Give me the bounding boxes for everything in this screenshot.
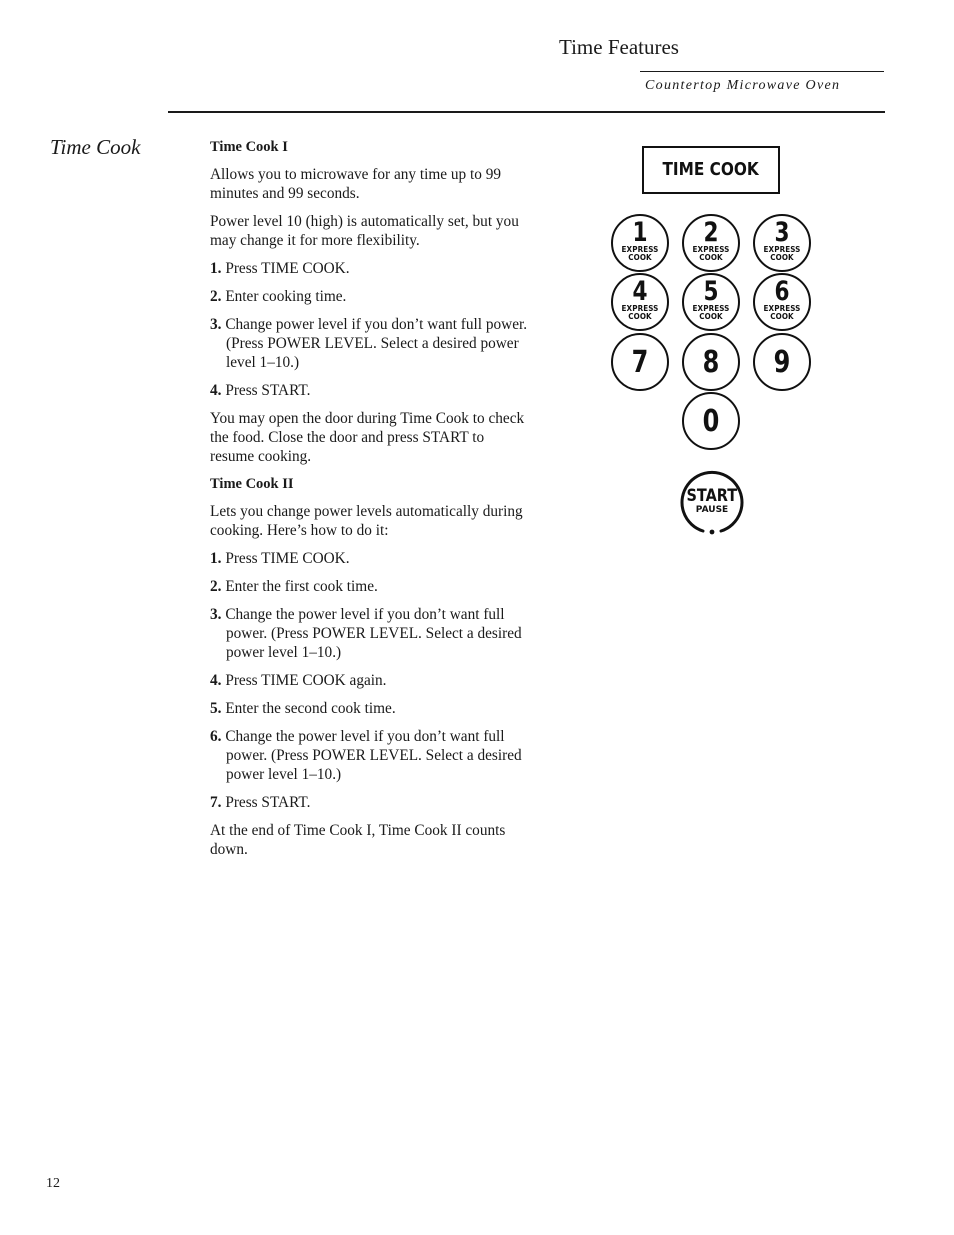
step-text: Enter the second cook time.: [225, 700, 396, 717]
key-label-cook: COOK: [628, 312, 652, 321]
step-text: Change power level if you don’t want full power. (Press POWER LEVEL. Select a desired power level 1–10.): [225, 316, 528, 371]
key-label-express: EXPRESS: [692, 245, 730, 254]
time-cook-key: [642, 146, 780, 194]
step-number: 6.: [210, 728, 222, 745]
key-8: [682, 333, 740, 391]
step-item: [210, 793, 530, 812]
step-item: [210, 727, 530, 784]
page-title: Time Features: [559, 35, 679, 59]
key-number: 5: [703, 276, 719, 307]
paragraph: You may open the door during Time Cook to check the food. Close the door and press START to resume cooking.: [210, 410, 525, 465]
key-number: 1: [632, 217, 648, 248]
step-text: Press START.: [225, 794, 311, 811]
step-number: 4.: [210, 382, 222, 399]
key-0: [682, 392, 740, 450]
page-subtitle: Countertop Microwave Oven: [645, 78, 841, 93]
key-label-cook: COOK: [770, 253, 794, 262]
step-item: [210, 259, 530, 278]
key-number: 2: [703, 217, 719, 248]
step-text: Enter cooking time.: [225, 288, 347, 305]
key-2: [682, 214, 740, 272]
key-9: [753, 333, 811, 391]
key-3: [753, 214, 811, 272]
key-5: [682, 273, 740, 331]
key-label-express: EXPRESS: [692, 304, 730, 313]
key-number: 0: [702, 404, 720, 439]
key-number: 7: [631, 345, 649, 380]
step-text: Press START.: [225, 382, 311, 399]
paragraph: Power level 10 (high) is automatically set, but you may change it for more flexibility.: [210, 213, 519, 249]
header-rule: [640, 71, 884, 72]
start-pause-key: [679, 469, 745, 535]
paragraph: At the end of Time Cook I, Time Cook II counts down.: [210, 822, 506, 858]
key-number: 3: [774, 217, 790, 248]
step-text: Change the power level if you don’t want full power. (Press POWER LEVEL. Select a desired power level 1–10.): [225, 728, 522, 783]
step-text: Enter the first cook time.: [225, 578, 378, 595]
step-number: 3.: [210, 606, 222, 623]
key-label-cook: COOK: [699, 312, 723, 321]
step-item: [210, 287, 530, 306]
step-item: [210, 699, 530, 718]
paragraph: Allows you to microwave for any time up to 99 minutes and 99 seconds.: [210, 166, 502, 202]
key-number: 8: [702, 345, 720, 380]
step-item: [210, 315, 530, 372]
key-number: 9: [773, 345, 791, 380]
key-label-express: EXPRESS: [763, 245, 801, 254]
key-label-express: EXPRESS: [621, 245, 659, 254]
section-rule: [168, 111, 885, 113]
step-item: [210, 381, 530, 400]
key-1: [611, 214, 669, 272]
key-label-cook: COOK: [770, 312, 794, 321]
step-number: 1.: [210, 260, 222, 277]
step-item: [210, 549, 530, 568]
key-number: 4: [632, 276, 648, 307]
step-item: [210, 671, 530, 690]
key-label-express: EXPRESS: [763, 304, 801, 313]
section-heading: Time Cook II: [210, 476, 294, 492]
step-number: 1.: [210, 550, 222, 567]
key-label-cook: COOK: [699, 253, 723, 262]
pause-label: PAUSE: [695, 505, 729, 515]
section-heading: Time Cook I: [210, 139, 288, 155]
step-number: 2.: [210, 578, 222, 595]
key-7: [611, 333, 669, 391]
step-item: [210, 577, 530, 596]
time-cook-key-label: TIME COOK: [662, 159, 760, 180]
step-item: [210, 605, 530, 662]
control-panel-illustration: [600, 140, 830, 540]
step-number: 4.: [210, 672, 222, 689]
step-text: Change the power level if you don’t want full power. (Press POWER LEVEL. Select a desired power level 1–10.): [225, 606, 522, 661]
key-number: 6: [774, 276, 790, 307]
page-number: 12: [46, 1176, 60, 1191]
step-text: Press TIME COOK.: [225, 260, 350, 277]
instructions-column: [210, 138, 530, 868]
step-text: Press TIME COOK again.: [225, 672, 387, 689]
step-number: 7.: [210, 794, 222, 811]
side-heading: Time Cook: [50, 135, 141, 159]
start-label-text: START: [686, 486, 738, 506]
step-number: 5.: [210, 700, 222, 717]
key-label-cook: COOK: [628, 253, 652, 262]
start-label: [679, 488, 745, 505]
step-number: 3.: [210, 316, 222, 333]
key-4: [611, 273, 669, 331]
step-number: 2.: [210, 288, 222, 305]
paragraph: Lets you change power levels automatically during cooking. Here’s how to do it:: [210, 503, 523, 539]
step-text: Press TIME COOK.: [225, 550, 350, 567]
key-6: [753, 273, 811, 331]
key-label-express: EXPRESS: [621, 304, 659, 313]
